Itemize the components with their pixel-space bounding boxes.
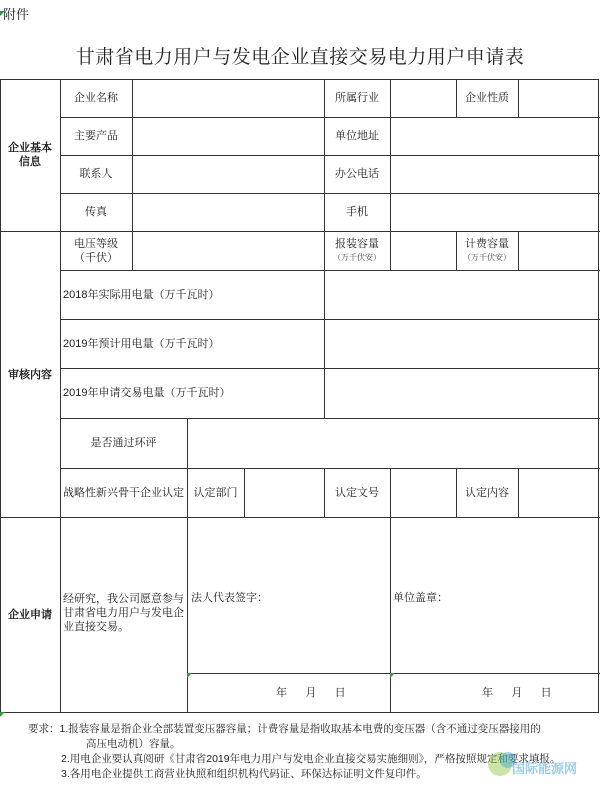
label-voltage-unit: （千伏） <box>74 252 118 264</box>
date-legal-rep: 年 月 日 <box>276 687 346 699</box>
label-cert-doc: 认定文号 <box>335 487 379 499</box>
input-nature[interactable] <box>519 80 599 117</box>
signature-area[interactable] <box>188 518 390 673</box>
input-mobile[interactable] <box>391 194 599 231</box>
label-nature: 企业性质 <box>465 92 509 104</box>
input-billing-capacity[interactable] <box>519 232 599 270</box>
input-products[interactable] <box>133 118 324 155</box>
label-fax: 传真 <box>85 206 107 218</box>
label-strategic-cert: 战略性新兴骨干企业认定 <box>63 487 184 499</box>
seal-area[interactable] <box>391 518 599 673</box>
input-cert-dept[interactable] <box>245 469 324 517</box>
label-company-name: 企业名称 <box>74 92 118 104</box>
input-address[interactable] <box>391 118 599 155</box>
note-line: 3.各用电企业提供工商营业执照和组织机构代码证、环保达标证明文件复印件。 <box>61 768 427 780</box>
watermark-text: 国际能源网 <box>512 761 578 776</box>
label-voltage-level: 电压等级 <box>74 238 118 250</box>
input-installed-capacity[interactable] <box>391 232 456 270</box>
section-label-review: 审核内容 <box>8 369 52 381</box>
input-cert-content[interactable] <box>519 469 599 517</box>
input-actual-2018[interactable] <box>325 271 599 319</box>
note-line: 2.用电企业要认真阅研《甘肃省2019年电力用户与发电企业直接交易实施细则》，严格按照规定和要求填报。 <box>61 753 561 765</box>
section-label-basic: 企业基本 信息 <box>8 142 52 168</box>
label-billing-capacity: 计费容量 <box>465 238 509 250</box>
label-billing-unit: （万千伏安） <box>463 253 511 262</box>
label-cert-content: 认定内容 <box>465 487 509 499</box>
label-office-phone: 办公电话 <box>335 168 379 180</box>
input-eia-passed[interactable] <box>188 419 599 468</box>
label-eia-passed: 是否通过环评 <box>90 437 157 449</box>
input-industry[interactable] <box>391 80 456 117</box>
page-title: 甘肃省电力用户与发电企业直接交易电力用户申请表 <box>75 47 525 68</box>
label-actual-2018: 2018年实际用电量（万千瓦时） <box>63 289 220 301</box>
input-apply-2019[interactable] <box>325 369 599 418</box>
input-contact[interactable] <box>133 156 324 193</box>
input-company-name[interactable] <box>133 80 324 117</box>
section-label-apply: 企业申请 <box>8 609 52 621</box>
application-statement: 经研究，我公司愿意参与甘肃省电力用户与发电企业直接交易。 <box>63 593 184 633</box>
label-installed-unit: （万千伏安） <box>333 253 381 262</box>
note-line: 高压电动机）容量。 <box>86 738 181 750</box>
label-products: 主要产品 <box>74 130 118 142</box>
label-cert-dept: 认定部门 <box>193 487 238 499</box>
label-planned-2019: 2019年预计用电量（万千瓦时） <box>63 338 220 350</box>
input-voltage-level[interactable] <box>133 232 324 270</box>
label-address: 单位地址 <box>335 130 379 142</box>
label-contact: 联系人 <box>79 168 113 180</box>
date-company-seal: 年 月 日 <box>482 687 552 699</box>
label-industry: 所属行业 <box>335 92 379 104</box>
label-installed-capacity: 报装容量 <box>335 238 379 250</box>
input-cert-doc[interactable] <box>391 469 456 517</box>
label-apply-2019: 2019年申请交易电量（万千瓦时） <box>63 387 231 399</box>
label-mobile: 手机 <box>346 206 368 218</box>
label-company-seal: 单位盖章： <box>393 592 448 604</box>
annex-label: 附件 <box>3 7 30 22</box>
input-office-phone[interactable] <box>391 156 599 193</box>
note-line: 要求：1.报装容量是指企业全部装置变压器容量；计费容量是指收取基本电费的变压器（含不通过变压器接用的 <box>28 723 541 735</box>
label-legal-rep-sign: 法人代表签字： <box>191 592 268 604</box>
input-fax[interactable] <box>133 194 324 231</box>
input-planned-2019[interactable] <box>325 320 599 368</box>
